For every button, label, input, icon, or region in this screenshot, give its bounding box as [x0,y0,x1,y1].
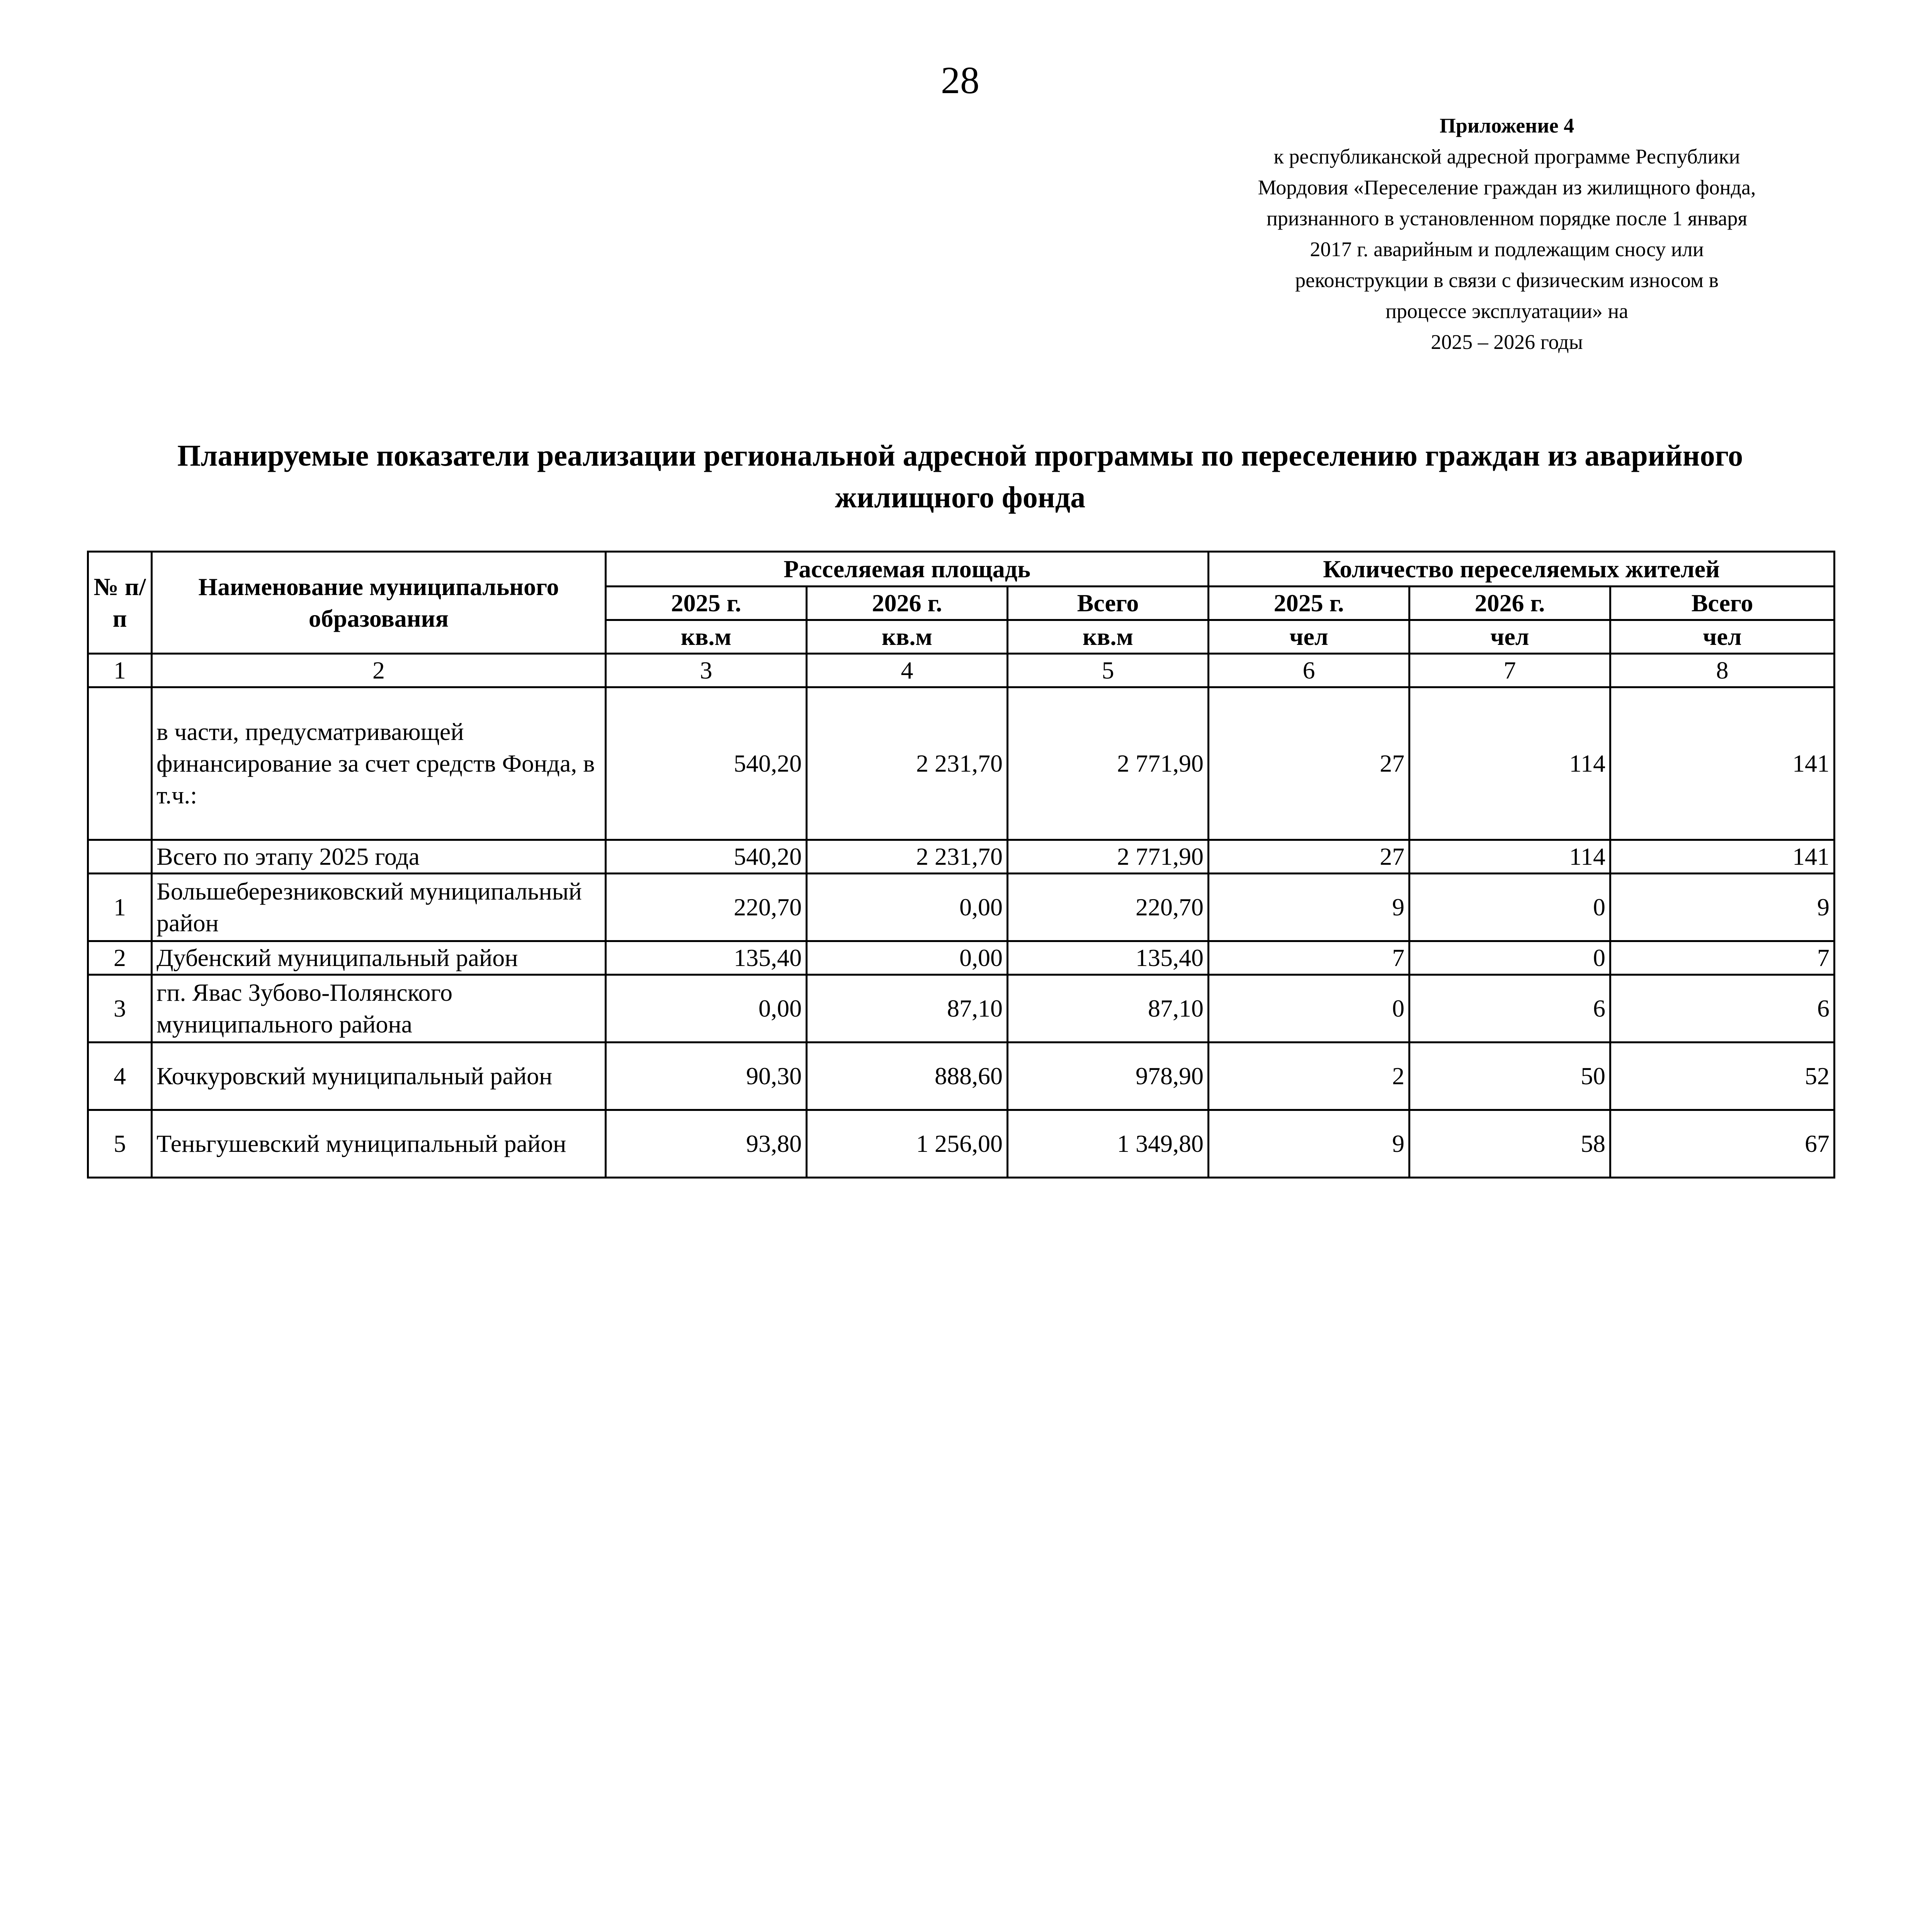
unit-area: кв.м [1008,620,1209,654]
people-2026: 58 [1410,1110,1610,1178]
table-row [88,941,1835,975]
people-2025: 7 [1209,941,1410,975]
header-people-2025: 2025 г. [1209,587,1410,620]
row-name: Теньгушевский муниципальный район [152,1110,606,1178]
people-total: 67 [1610,1110,1835,1178]
header-name: Наименование муниципального образования [152,552,606,654]
area-total: 87,10 [1008,975,1209,1043]
area-total: 220,70 [1008,874,1209,941]
area-total: 978,90 [1008,1043,1209,1110]
people-2025: 9 [1209,1110,1410,1178]
appendix-block [1198,110,1816,357]
unit-area: кв.м [807,620,1008,654]
header-people-2026: 2026 г. [1410,587,1610,620]
area-2025: 93,80 [606,1110,807,1178]
area-total: 1 349,80 [1008,1110,1209,1178]
row-name: Кочкуровский муниципальный район [152,1043,606,1110]
column-number: 8 [1610,654,1835,687]
area-2026: 2 231,70 [807,687,1008,840]
area-2025: 0,00 [606,975,807,1043]
row-name: Большеберезниковский муниципальный район [152,874,606,941]
area-2025: 90,30 [606,1043,807,1110]
people-2025: 9 [1209,874,1410,941]
column-number: 3 [606,654,807,687]
area-2026: 2 231,70 [807,840,1008,874]
row-name: гп. Явас Зубово-Полянского муниципального района [152,975,606,1043]
people-2026: 50 [1410,1043,1610,1110]
header-area-2025: 2025 г. [606,587,807,620]
area-2025: 540,20 [606,840,807,874]
row-num: 2 [88,941,152,975]
area-2026: 0,00 [807,874,1008,941]
row-num [88,687,152,840]
people-total: 9 [1610,874,1835,941]
people-2025: 27 [1209,840,1410,874]
unit-area: кв.м [606,620,807,654]
people-total: 52 [1610,1043,1835,1110]
people-2025: 2 [1209,1043,1410,1110]
unit-people: чел [1209,620,1410,654]
table-row [88,975,1835,1043]
column-number: 1 [88,654,152,687]
table-row [88,1110,1835,1178]
header-residents-group: Количество переселяемых жителей [1209,552,1835,587]
people-total: 141 [1610,840,1835,874]
area-2026: 0,00 [807,941,1008,975]
area-total: 2 771,90 [1008,687,1209,840]
people-2026: 0 [1410,874,1610,941]
appendix-line: реконструкции в связи с физическим износом в [1295,269,1719,292]
title-line: Планируемые показатели реализации региональной адресной программы по переселению граждан из аварийного [177,439,1743,472]
row-num: 1 [88,874,152,941]
row-name: в части, предусматривающей финансирование за счет средств Фонда, в т.ч.: [152,687,606,840]
people-total: 6 [1610,975,1835,1043]
column-number: 7 [1410,654,1610,687]
header-area-2026: 2026 г. [807,587,1008,620]
area-total: 135,40 [1008,941,1209,975]
area-2025: 540,20 [606,687,807,840]
area-2025: 220,70 [606,874,807,941]
stage-total-row [88,840,1835,874]
header-num: № п/п [88,552,152,654]
column-number: 5 [1008,654,1209,687]
fund-financing-row [88,687,1835,840]
people-total: 7 [1610,941,1835,975]
table-row [88,1043,1835,1110]
header-area-group: Расселяемая площадь [606,552,1209,587]
row-num: 3 [88,975,152,1043]
area-2026: 1 256,00 [807,1110,1008,1178]
appendix-line: 2025 – 2026 годы [1431,330,1583,354]
column-number: 4 [807,654,1008,687]
appendix-line: Мордовия «Переселение граждан из жилищного фонда, [1258,176,1756,199]
row-name: Дубенский муниципальный район [152,941,606,975]
document-title [87,435,1833,518]
people-2026: 6 [1410,975,1610,1043]
row-num [88,840,152,874]
area-2025: 135,40 [606,941,807,975]
people-2026: 114 [1410,687,1610,840]
appendix-line: 2017 г. аварийным и подлежащим сносу или [1310,238,1704,261]
people-2025: 0 [1209,975,1410,1043]
row-num: 4 [88,1043,152,1110]
appendix-line: к республиканской адресной программе Республики [1273,145,1740,168]
resettlement-table [87,551,1835,1179]
column-number: 2 [152,654,606,687]
people-2026: 114 [1410,840,1610,874]
row-name: Всего по этапу 2025 года [152,840,606,874]
appendix-line: процессе эксплуатации» на [1385,299,1629,323]
appendix-heading: Приложение 4 [1439,114,1574,137]
appendix-line: признанного в установленном порядке после 1 января [1266,207,1748,230]
people-2025: 27 [1209,687,1410,840]
area-2026: 888,60 [807,1043,1008,1110]
unit-people: чел [1410,620,1610,654]
people-total: 141 [1610,687,1835,840]
column-number-row [88,654,1835,687]
table-row [88,874,1835,941]
row-num: 5 [88,1110,152,1178]
header-area-total: Всего [1008,587,1209,620]
header-people-total: Всего [1610,587,1835,620]
area-2026: 87,10 [807,975,1008,1043]
unit-people: чел [1610,620,1835,654]
area-total: 2 771,90 [1008,840,1209,874]
column-number: 6 [1209,654,1410,687]
title-line: жилищного фонда [835,480,1086,514]
people-2026: 0 [1410,941,1610,975]
page-number: 28 [941,59,979,102]
